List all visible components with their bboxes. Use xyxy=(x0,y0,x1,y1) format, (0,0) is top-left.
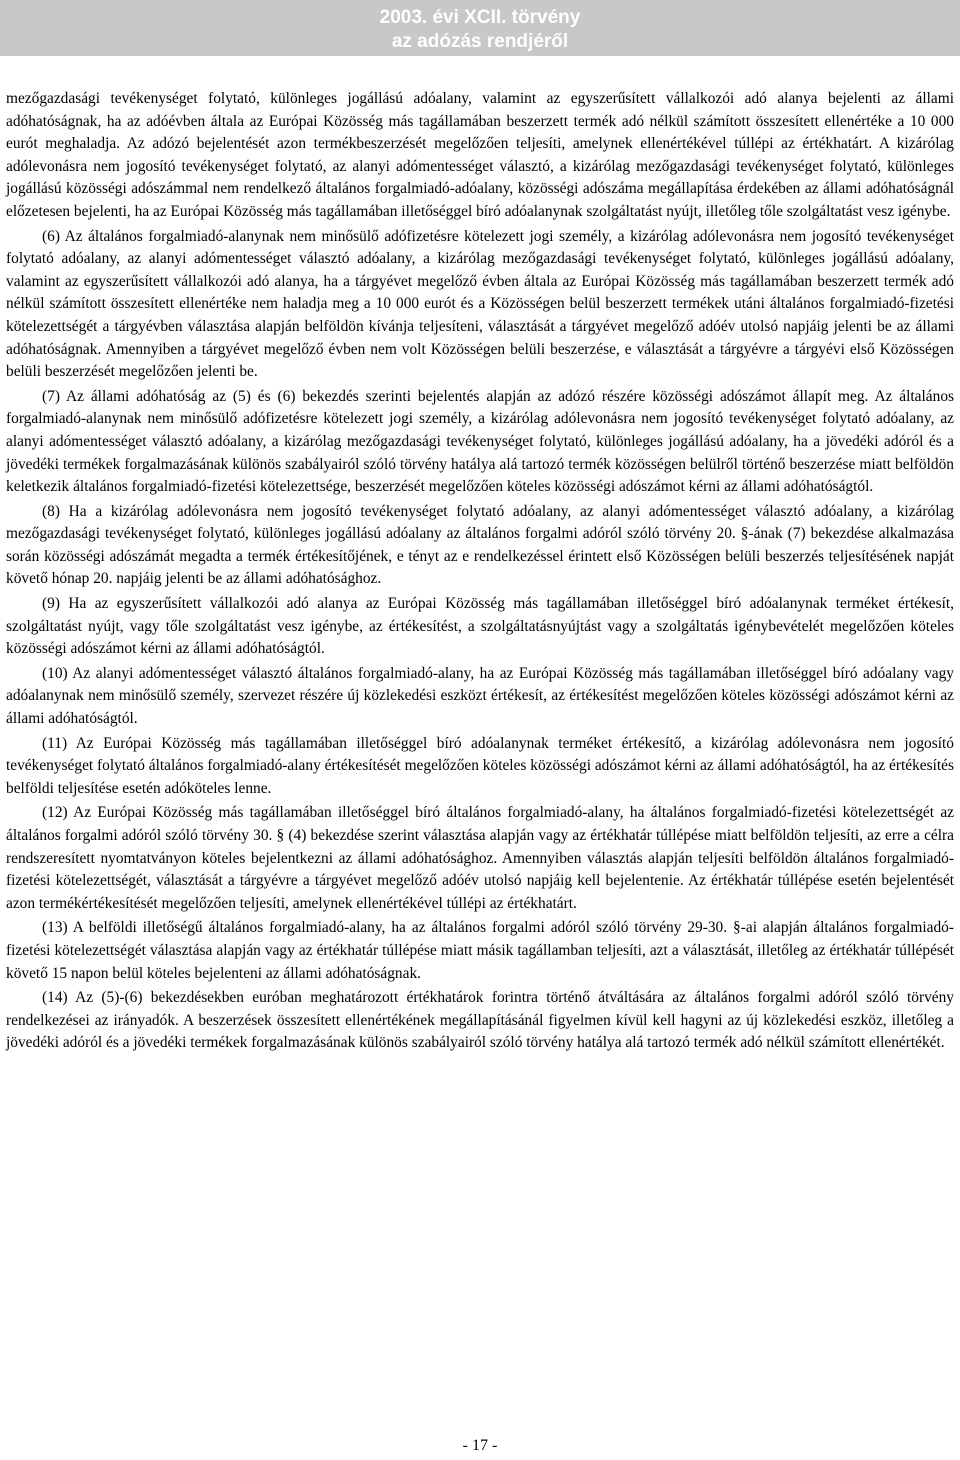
paragraph-14: (14) Az (5)-(6) bekezdésekben euróban meghatározott értékhatárok forintra történő átváltására az általános forgalmi adóról szóló törvény rendelkezései az irányadók. A beszerzések összesített ellenértékének megállapításánál figyelmen kívül kell hagyni az új közlekedési eszköz, illetőleg a jövedéki adóról és a jövedéki termékek forgalmazásának különös szabályairól szóló törvény hatálya alá tartozó termék adó nélkül számított ellenértékét. xyxy=(6,989,954,1052)
paragraph-10: (10) Az alanyi adómentességet választó általános forgalmiadó-alany, ha az Európai Közösség más tagállamában illetőséggel bíró adóalany vagy adóalanynak nem minősülő személy, szervezet részére új közlekedési eszközt értékesít, az értékesítést megelőzően köteles közösségi adószámot kérni az állami adóhatóságtól. xyxy=(6,664,954,728)
paragraph-7: (7) Az állami adóhatóság az (5) és (6) bekezdés szerinti bejelentés alapján az adózó részére közösségi adószámot állapít meg. Az általános forgalmiadó-alanynak nem minősülő adófizetésre kötelezett jogi személy, a kizárólag adólevonásra nem jogosító tevékenységet folytató adóalany, az alanyi adómentességet választó adóalany, a kizárólag mezőgazdasági tevékenységet folytató, különleges jogállású adóalany, ha a jövedéki adóról és a jövedéki termékek forgalmazásának különös szabályairól szóló törvény hatálya alá tartozó termék közösségen belülről történő beszerzése miatt belföldön keletkezik általános forgalmiadó-fizetési kötelezettsége, beszerzését megelőzően köteles közösségi adószámot kérni az állami adóhatóságtól. xyxy=(6,387,954,496)
paragraph-9: (9) Ha az egyszerűsített vállalkozói adó alanya az Európai Közösség más tagállamában illetőséggel bíró adóalanynak terméket értékesít, szolgáltatást nyújt, vagy tőle szolgáltatást vesz igénybe, az értékesítést, a szolgáltatásnyújtást vagy a szolgáltatás igénybevételét megelőzően köteles közösségi adószámot kérni az állami adóhatóságtól. xyxy=(6,595,954,658)
paragraph-13: (13) A belföldi illetőségű általános forgalmiadó-alany, ha az általános forgalmi adóról szóló törvény 29-30. §-ai alapján általános forgalmiadó-fizetési kötelezettségét választása alapján vagy az értékhatár túllépése miatt másik tagállamban teljesíti, azt a választását, illetőleg az értékhatár túllépését követő 15 napon belül köteles bejelenteni az állami adóhatóságnak. xyxy=(6,919,954,982)
paragraph-6: (6) Az általános forgalmiadó-alanynak nem minősülő adófizetésre kötelezett jogi személy, a kizárólag adólevonásra nem jogosító tevékenységet folytató adóalany, az alanyi adómentességet választó adóalany, a kizárólag mezőgazdasági tevékenységet folytató, különleges jogállású adóalany, valamint az egyszerűsített vállalkozói adó alanya, ha a tárgyévet megelőző évben általa az Európai Közösség más tagállamában beszerzett termék adó nélkül számított összesített ellenértéke nem haladja meg a 10 000 eurót és a Közösségen belül beszerzett termékek utáni általános forgalmiadó-fizetési kötelezettségét a tárgyévben választása alapján belföldön kívánja teljesíteni, választását a tárgyévet megelőző adóév utolsó napjáig jelenti be az állami adóhatóságnak. Amennyiben a tárgyévet megelőző évben nem volt Közösségen belüli beszerzése, e választását a tárgyévre a tárgyévi első Közösségen belüli beszerzését megelőzően jelenti be. xyxy=(6,227,954,381)
header-law-title: 2003. évi XCII. törvény xyxy=(379,7,581,28)
paragraph-11: (11) Az Európai Közösség más tagállamában illetőséggel bíró adóalanynak terméket értékesítő, a kizárólag adólevonásra nem jogosító tevékenységet folytató általános forgalmiadó-alany értékesítését megelőzően köteles közösségi adószámot kérni az állami adóhatóságtól, ha az értékesítés belföldi teljesítése esetén adóköteles lenne. xyxy=(6,734,954,797)
paragraph-12: (12) Az Európai Közösség más tagállamában illetőséggel bíró általános forgalmiadó-alany, ha általános forgalmiadó-fizetési kötelezettségét az általános forgalmi adóról szóló törvény 30. § (4) bekezdése szerint választása alapján vagy az értékhatár túllépése miatt belföldön teljesíti, az erre a célra rendszeresített nyomtatványon köteles bejelentkezni az állami adóhatósághoz. Amennyiben választás alapján teljesíti belföldön általános forgalmiadó-fizetési kötelezettségét, választását a tárgyévre a tárgyévet megelőző adóév utolsó napjáig kell bejelentenie. Az értékhatár túllépése esetén bejelentését azon termékértékesítését megelőzően teljesíti, amelynek ellenértékével túllépi az értékhatárt. xyxy=(6,804,954,912)
paragraph-continuation: mezőgazdasági tevékenységet folytató, különleges jogállású adóalany, valamint az egyszerűsített vállalkozói adó alanya bejelenti az állami adóhatóságnak, ha az adóévben általa az Európai Közösség más tagállamában beszerzett termék adó nélkül számított összesített ellenértéke a 10 000 eurót meghaladja. Az adózó bejelentését azon termékbeszerzését megelőzően teljesíti, amelynek ellenértékével túllépi az értékhatárt. A kizárólag adólevonásra nem jogosító tevékenységet folytató, az alanyi adómentességet választó, a kizárólag mezőgazdasági tevékenységet folytató, különleges jogállású közösségi adószámmal nem rendelkező általános forgalmiadó-adóalany, közösségi adószáma megállapítása érdekében az állami adóhatóságnál előzetesen bejelenti, ha az Európai Közösség más tagállamában illetőséggel bíró adóalanynak szolgáltatást nyújt, illetőleg tőle szolgáltatást vesz igénybe. xyxy=(6,90,954,220)
header-law-subtitle: az adózás rendjéről xyxy=(391,31,569,52)
paragraph-8: (8) Ha a kizárólag adólevonásra nem jogosító tevékenységet folytató adóalany, az alanyi adómentességet választó adóalany, a kizárólag mezőgazdasági tevékenységet folytató, különleges jogállású adóalany az általános forgalmi adóról szóló törvény 20. §-ának (7) bekezdése alkalmazása során közösségi adószámát megadta a termék értékesítőjének, e tényt az e rendelkezéssel érintett első Közösségen belüli beszerzés teljesítésének napját követő hónap 20. napjáig jelenti be az állami adóhatósághoz. xyxy=(6,502,954,588)
page-number: - 17 - xyxy=(462,1437,498,1454)
document-body xyxy=(6,88,954,1057)
running-header xyxy=(0,0,960,56)
